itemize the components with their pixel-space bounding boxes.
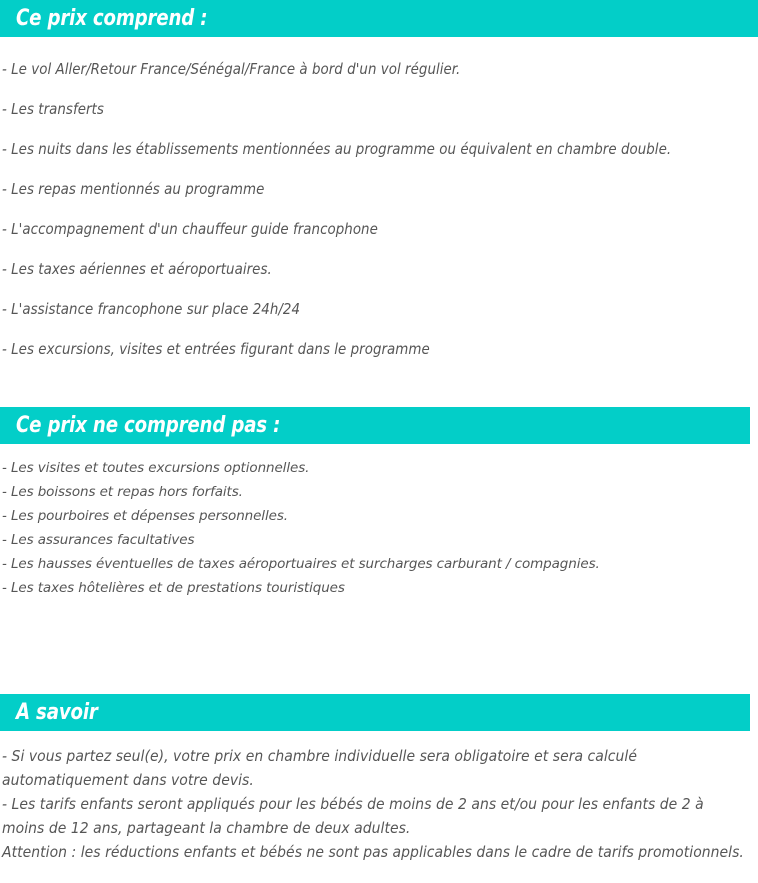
- section-title-notes: A savoir: [16, 699, 98, 725]
- list-item-text: - L'accompagnement d'un chauffeur guide francophone: [2, 220, 378, 238]
- section-header-excludes: [0, 407, 750, 444]
- list-item-text: - Les visites et toutes excursions optionnelles.: [2, 460, 310, 476]
- section-title-excludes: Ce prix ne comprend pas :: [16, 412, 281, 438]
- list-item-text: - L'assistance francophone sur place 24h/24: [2, 300, 301, 318]
- list-item-text: - Les excursions, visites et entrées figurant dans le programme: [2, 340, 430, 358]
- list-item: [2, 129, 750, 169]
- list-item-text: - Les transferts: [2, 100, 104, 118]
- includes-list: [0, 49, 758, 369]
- section-header-includes: [0, 0, 758, 37]
- list-item-text: - Les boissons et repas hors forfaits.: [2, 484, 243, 500]
- list-item: [2, 456, 750, 480]
- list-item-text: - Les assurances facultatives: [2, 532, 195, 548]
- note-paragraph: - Les tarifs enfants seront appliqués pour les bébés de moins de 2 ans et/ou pour les enfants de 2 à moins de 12 ans, partageant la chambre de deux adultes.: [2, 795, 704, 837]
- note-paragraph: Attention : les réductions enfants et bébés ne sont pas applicables dans le cadre de tarifs promotionnels.: [2, 843, 744, 861]
- list-item-text: - Les taxes aériennes et aéroportuaires.: [2, 260, 272, 278]
- list-item-text: - Les nuits dans les établissements mentionnées au programme ou équivalent en chambre double.: [2, 140, 672, 158]
- list-item: [2, 329, 750, 369]
- list-item-text: - Le vol Aller/Retour France/Sénégal/France à bord d'un vol régulier.: [2, 60, 461, 78]
- list-item: [2, 169, 750, 209]
- list-item-text: - Les hausses éventuelles de taxes aéroportuaires et surcharges carburant / compagnies.: [2, 556, 600, 572]
- section-header-notes: [0, 694, 750, 731]
- list-item: [2, 528, 750, 552]
- list-item: [2, 209, 750, 249]
- list-item: [2, 249, 750, 289]
- list-item-text: - Les taxes hôtelières et de prestations touristiques: [2, 580, 345, 596]
- list-item: [2, 89, 750, 129]
- list-item: [2, 289, 750, 329]
- note-paragraph: - Si vous partez seul(e), votre prix en chambre individuelle sera obligatoire et sera calculé automatiquement dans votre devis.: [2, 747, 637, 789]
- list-item: [2, 552, 750, 576]
- excludes-list: [0, 456, 758, 600]
- notes-list: [0, 744, 758, 864]
- section-title-includes: Ce prix comprend :: [16, 5, 208, 31]
- list-item: [2, 504, 750, 528]
- list-item: [2, 480, 750, 504]
- list-item: [2, 49, 750, 89]
- list-item-text: - Les repas mentionnés au programme: [2, 180, 265, 198]
- list-item-text: - Les pourboires et dépenses personnelles.: [2, 508, 288, 524]
- list-item: [2, 576, 750, 600]
